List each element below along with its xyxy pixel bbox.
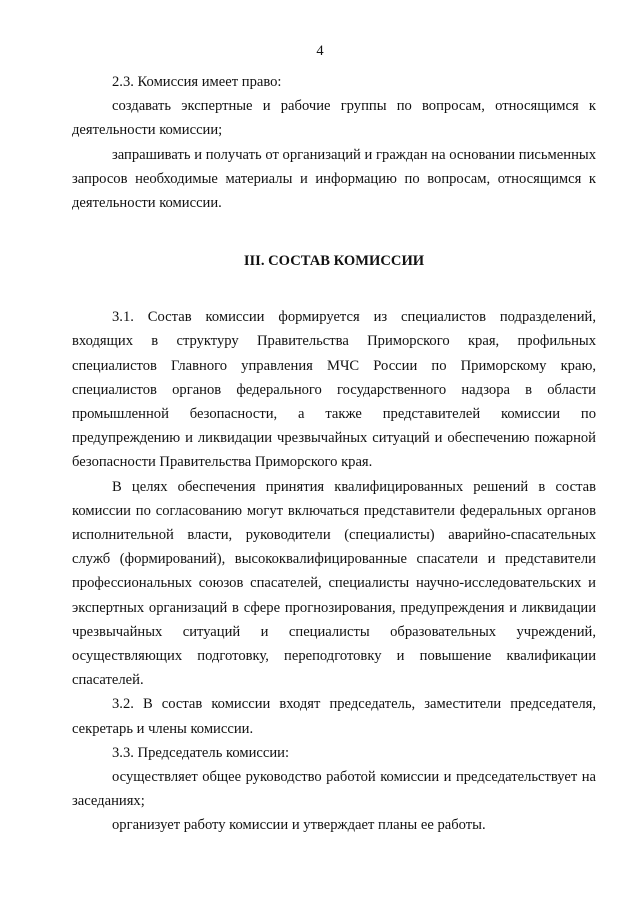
chair-duty-1: осуществляет общее руководство работой комиссии и председательствует на заседаниях; — [72, 769, 596, 810]
paragraph-3-2: 3.2. В состав комиссии входят председатель, заместители председателя, секретарь и члены комиссии. — [72, 696, 596, 737]
document-body — [72, 70, 596, 838]
paragraph-3-1: 3.1. Состав комиссии формируется из специалистов подразделений, входящих в структуру Правительства Приморского края, профильных специалистов Главного управления МЧС России по Приморскому краю, специалистов органов федерального государственного надзора в области промышленной безопасности, а также представителей комиссии по предупреждению и ликвидации чрезвычайных ситуаций и обеспечению пожарной безопасности Правительства Приморского края. — [72, 309, 596, 471]
section-2-3-intro: 2.3. Комиссия имеет право: — [112, 74, 282, 90]
paragraph-composition-details: В целях обеспечения принятия квалифицированных решений в состав комиссии по согласованию могут включаться представители федеральных органов исполнительной власти, руководители (специалисты) аварийно-спасательных служб (формирований), высококвалифицированные спасатели и представители профессиональных союзов спасателей, специалисты научно-исследовательских и экспертных организаций в сфере прогнозирования, предупреждения и ликвидации чрезвычайных ситуаций и специалисты образовательных учреждений, осуществляющих подготовку, переподготовку и повышение квалификации спасателей. — [72, 478, 596, 689]
paragraph-3-3: 3.3. Председатель комиссии: — [112, 744, 290, 761]
chair-duty-2: организует работу комиссии и утверждает планы ее работы. — [112, 817, 486, 834]
section-3-heading: III. СОСТАВ КОМИССИИ — [243, 253, 425, 270]
section-2-3-item-1: создавать экспертные и рабочие группы по вопросам, относящимся к деятельности комиссии; — [72, 98, 596, 139]
section-2-3-item-2: запрашивать и получать от организаций и граждан на основании письменных запросов необходимые материалы и информацию по вопросам, относящимся к деятельности комиссии. — [72, 146, 596, 212]
page-number: 4 — [316, 43, 324, 59]
